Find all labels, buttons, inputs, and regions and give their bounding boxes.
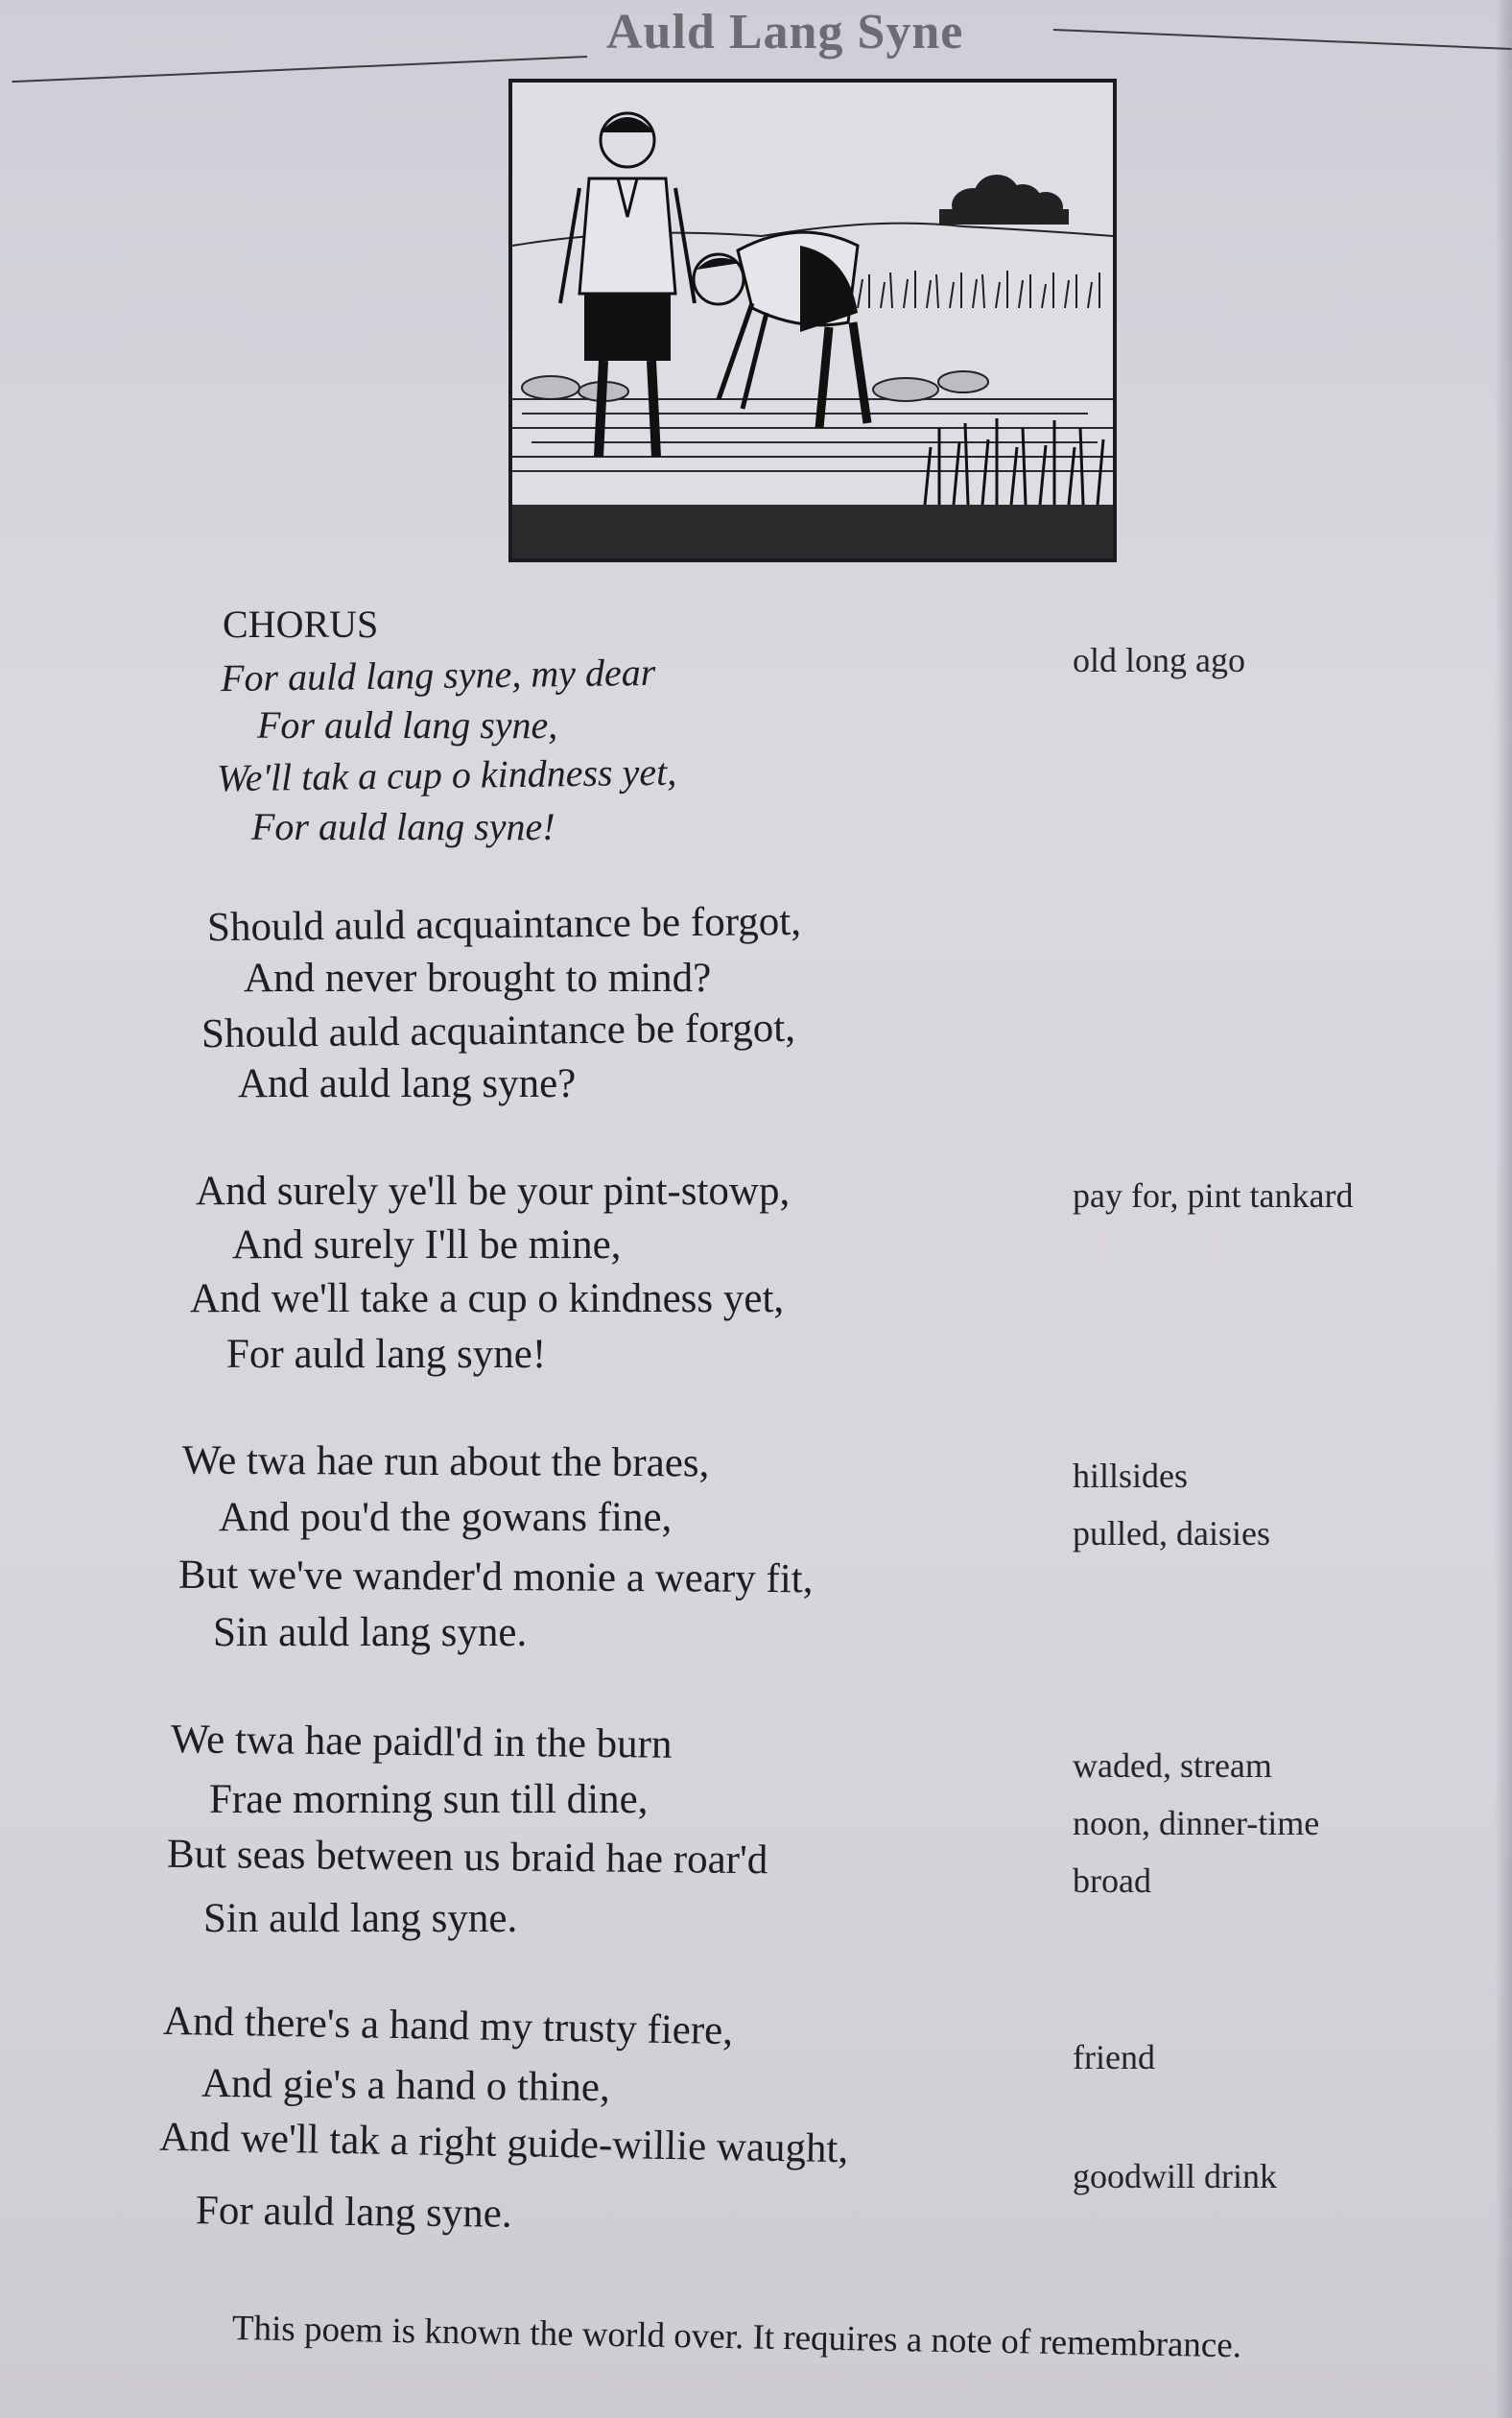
header-rule-right [1053, 29, 1512, 50]
stanza-1-line: Should auld acquaintance be forgot, [206, 898, 802, 951]
stanza-3-line: And pou'd the gowans fine, [219, 1495, 673, 1540]
chorus-line: For auld lang syne! [251, 805, 555, 848]
footer-note: This poem is known the world over. It requires a note of remembrance. [231, 2309, 1242, 2366]
stanza-2-line: And surely I'll be mine, [232, 1222, 622, 1268]
gloss-note: hillsides [1073, 1457, 1189, 1495]
gloss-note: waded, stream [1073, 1746, 1272, 1785]
stanza-1-line: Should auld acquaintance be forgot, [201, 1005, 796, 1057]
header-rule-left [12, 56, 588, 83]
stanza-4-line: Frae morning sun till dine, [209, 1777, 649, 1822]
stanza-5-line: And we'll tak a right guide-willie waught, [158, 2114, 849, 2172]
stanza-4-line: But seas between us braid hae roar'd [166, 1831, 768, 1884]
gloss-note: noon, dinner-time [1073, 1804, 1320, 1842]
stanza-2-line: And we'll take a cup o kindness yet, [190, 1276, 785, 1321]
gloss-note: broad [1073, 1861, 1151, 1900]
page-edge-shadow [1495, 0, 1512, 2418]
gloss-note: old long ago [1073, 641, 1245, 679]
stanza-5-line: For auld lang syne. [195, 2188, 512, 2237]
chorus-line: We'll tak a cup o kindness yet, [216, 749, 677, 800]
stanza-3-line: But we've wander'd monie a weary fit, [177, 1552, 814, 1602]
stanza-1-line: And auld lang syne? [238, 1061, 577, 1106]
chorus-line: For auld lang syne, [257, 703, 558, 747]
illustration-figures-by-burn [508, 79, 1117, 562]
stanza-5-line: And gie's a hand o thine, [201, 2060, 610, 2111]
stanza-4-line: Sin auld lang syne. [203, 1896, 518, 1941]
stanza-2-line: And surely ye'll be your pint-stowp, [196, 1169, 791, 1214]
gloss-note: pay for, pint tankard [1073, 1176, 1354, 1215]
chorus-line: For auld lang syne, my dear [220, 650, 656, 700]
stanza-4-line: We twa hae paidl'd in the burn [170, 1717, 673, 1767]
chorus-heading: CHORUS [223, 603, 379, 646]
gloss-note: friend [1073, 2038, 1155, 2076]
gloss-note: pulled, daisies [1073, 1514, 1270, 1553]
stanza-1-line: And never brought to mind? [244, 956, 712, 1001]
gloss-note: goodwill drink [1073, 2157, 1277, 2195]
running-title: Auld Lang Syne [606, 5, 964, 59]
stanza-3-line: We twa hae run about the braes, [181, 1437, 710, 1486]
stanza-2-line: For auld lang syne! [226, 1332, 547, 1377]
stanza-5-line: And there's a hand my trusty fiere, [162, 1998, 734, 2054]
stanza-3-line: Sin auld lang syne. [213, 1610, 528, 1655]
